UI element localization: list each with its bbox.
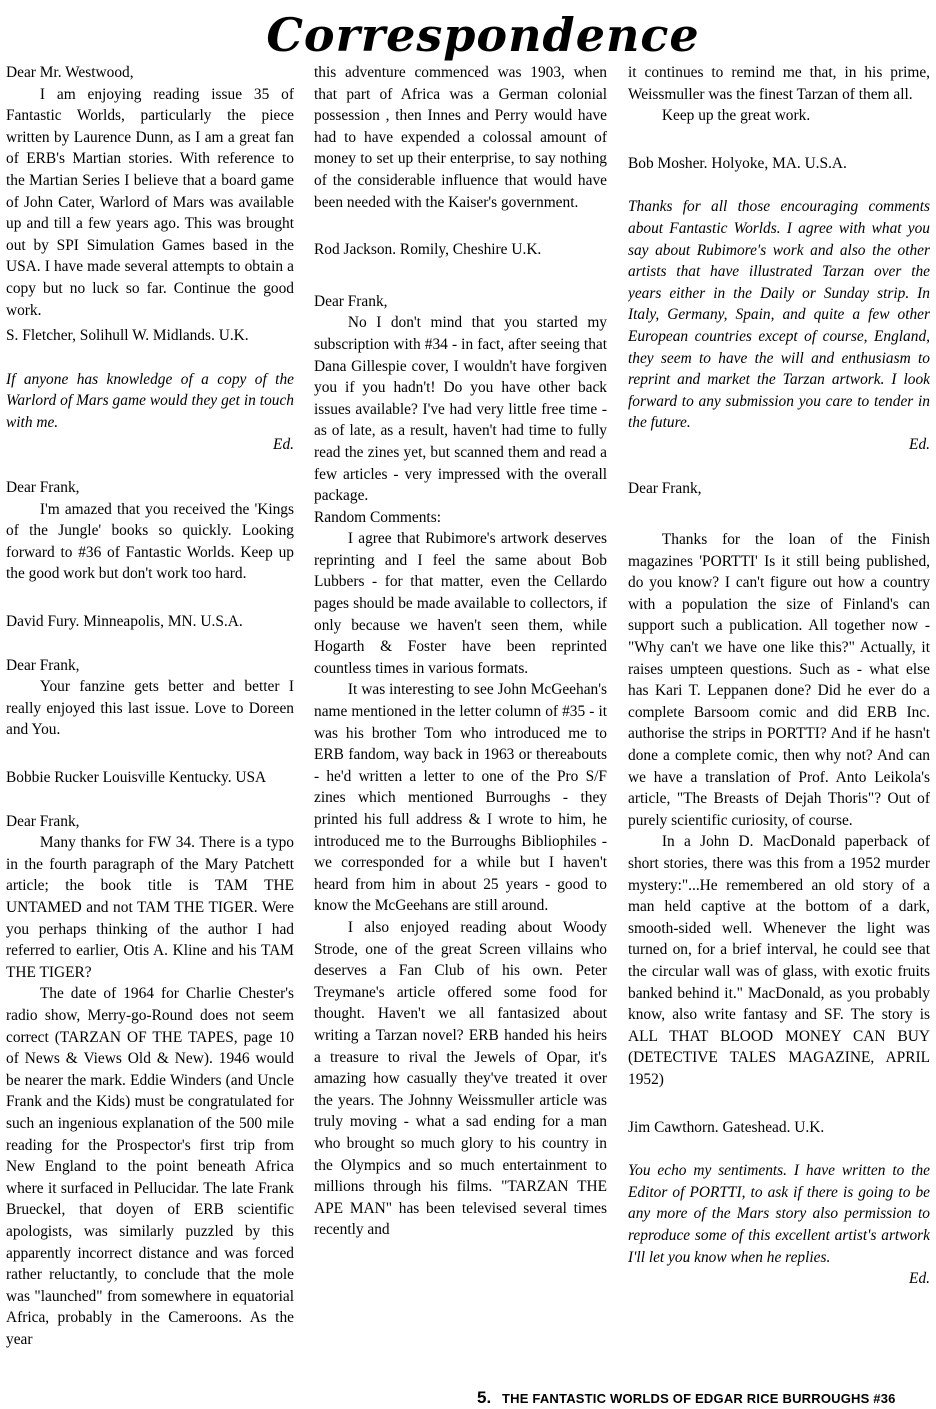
letter-paragraph [314,679,607,917]
text: Thanks for all those encouraging comments about Fantastic Worlds. I agree with what you say about Rubimore's work and also the other artists that have illustrated Tarzan over the years either in the Daily or Sunday strip. In Italy, Germany, Spain, and quite a few other European countries except of course, England, they seem to have the will and enthusiasm to reprint and market the Tarzan artwork. I look forward to any submission you care to tender in the future. [628,198,930,432]
text: Thanks for the loan of the Finish magazines 'PORTTI' Is it still being published, do you know? I can't figure out how a country with a population the size of Finland's can support such a publication. All together now - "Why can't we have one like this?" Actually, it raises umpteen questions. Such as - what else has Kari T. Leppanen done? Did he ever do a complete Barsoom comic and did ERB Inc. authorise the strips in PORTTI? And if he hasn't done a complete comic, then why not? And can we have a translation of Prof. Anto Leikola's article, "The Breasts of Dejah Thoris"? Out of purely scientific curiosity, of course. [628,531,930,829]
letter-paragraph [6,499,294,585]
text: I'm amazed that you received the 'Kings of the Jungle' books so quickly. Looking forward to #36 of Fantastic Worlds. Keep up the good work but don't work too hard. [6,500,294,583]
spacer [628,1091,930,1113]
text: Many thanks for FW 34. There is a typo in the fourth paragraph of the Mary Patchett article; the book title is TAM THE UNTAMED and not TAM THE TIGER. Were you perhaps thinking of the author I had referred to earlier, Otis A. Kline and his TAM THE TIGER? [6,834,294,981]
text: I also enjoyed reading about Woody Strode, one of the great Screen villains who deserves a Fan Club of his own. Peter Treymane's article offered some food for thought. Haven't we all fantasized about writing a Tarzan novel? ERB handed his heirs a treasure to rival the Jewels of Opar, it's amazing how casually they've treated it over the years. The Johnny Weissmuller article was truly moving - what a sad ending for a man who brought so much glory to his country in the Olympics and so much entertainment to millions through his films. "TARZAN THE APE MAN" has been televised several times recently and [314,918,607,1239]
editor-signature: Ed. [909,1270,930,1288]
letter-salutation [314,291,607,313]
page-number: 5. [477,1388,492,1407]
spacer [628,1138,930,1160]
text: David Fury. Minneapolis, MN. U.S.A. [6,613,243,631]
text: If anyone has knowledge of a copy of the Warlord of Mars game would they get in touch with me. [6,370,294,431]
letter-paragraph [628,831,930,1090]
letter-signature [6,325,294,347]
spacer [6,633,294,655]
letter-signature [6,611,294,633]
spacer [6,347,294,369]
letter-paragraph [6,983,294,1350]
text: The date of 1964 for Charlie Chester's radio show, Merry-go-Round does not seem correct (TARZAN OF THE TAPES, page 10 of News & Views Old & New). 1946 would be nearer the mark. Eddie Winders (and Uncle Frank and the Kids) must be congratulated for such an ingenious explanation of the 500 mile reading for the Prospector's first trip from New England to the point beneath Africa where it surfaced in Pellucidar. The late Frank Brueckel, that doyen of ERB scientific apologists, was similarly puzzled by this apparently incorrect distance and was forced rather reluctantly, to conclude that the mole was "launched" from somewhere in equatorial Africa, probably in the Cameroons. As the year [6,985,294,1348]
editor-reply [6,369,294,455]
spacer [628,499,930,529]
spacer [628,127,930,149]
text: It was interesting to see John McGeehan's name mentioned in the letter column of #35 - it was his brother Tom who introduced me to ERB fandom, way back in 1963 or thereabouts - he'd written a letter to one of the Pro S/F zines which mentioned Burroughs - they printed his full address & I wrote to him, he introduced me to the Burroughs Bibliophiles - we corresponded for a while but I haven't heard from him in about 25 years - good to know the McGeehans are still around. [314,681,607,915]
masthead [0,8,936,62]
text: Dear Frank, [628,479,702,497]
text: it continues to remind me that, in his prime, Weissmuller was the finest Tarzan of them all. [628,64,930,103]
publication-title: THE FANTASTIC WORLDS OF EDGAR RICE BURROUGHS #36 [502,1391,896,1406]
text: I am enjoying reading issue 35 of Fantastic Worlds, particularly the piece written by Laurence Dunn, as I am a great fan of ERB's Martian stories. With reference to the Martian Series I believe that a board game of John Cater, Warlord of Mars was available up and till a few years ago. This was brought out by SPI Simulation Games based in the USA. I have made several attempts to obtain a copy but no luck so far. Continue the good work. [6,85,294,319]
editor-reply [628,1160,930,1290]
spacer [314,261,607,291]
page-footer [0,1388,936,1408]
letter-salutation [6,477,294,499]
letter-paragraph [314,62,607,213]
column-middle [314,62,607,1397]
letter-paragraph [628,105,930,127]
text: No I don't mind that you started my subscription with #34 - in fact, after seeing that Dana Gillespie cover, I wouldn't have forgiven you if you hadn't! Do you have other back issues available? I've had very little free time - as of late, as a result, haven't had time to fully read the zines yet, but scanned them and read a few articles - very impressed with the overall package. [314,314,607,505]
letter-paragraph [6,676,294,741]
text: Dear Frank, [6,479,80,497]
text: Dear Mr. Westwood, [6,64,134,81]
text: this adventure commenced was 1903, when that part of Africa was a German colonial possession , then Innes and Perry would have had to have expended a colossal amount of money to set up their enterprise, to say nothing of the considerable influence that would have been needed with the Kaiser's government. [314,64,607,211]
letter-paragraph [6,832,294,983]
text: Bob Mosher. Holyoke, MA. U.S.A. [628,154,847,172]
spacer [6,789,294,811]
text: Bobbie Rucker Louisville Kentucky. USA [6,769,267,787]
text: Random Comments: [314,508,441,526]
text: Rod Jackson. Romily, Cheshire U.K. [314,241,542,259]
letter-paragraph [314,917,607,1241]
letter-signature [628,1117,930,1139]
editor-signature: Ed. [909,435,930,453]
spacer [628,456,930,478]
text: Keep up the great work. [661,107,811,125]
column-right [628,62,930,1397]
letter-paragraph [314,312,607,506]
letter-salutation [6,62,294,84]
spacer [6,741,294,763]
spacer [314,213,607,235]
letter-signature [6,767,294,789]
letter-paragraph [314,507,607,529]
column-left [6,62,294,1397]
text: Dear Frank, [6,812,80,830]
spacer [628,174,930,196]
letter-salutation [6,811,294,833]
text: You echo my sentiments. I have written to the Editor of PORTTI, to ask if there is going to be any more of the Mars story also permission to reproduce some of this excellent artist's artwork I'll let you know when he replies. [628,1162,930,1266]
text: Jim Cawthorn. Gateshead. U.K. [628,1118,825,1136]
spacer [6,585,294,607]
text: In a John D. MacDonald paperback of short stories, there was this from a 1952 murder mystery:"...He remembered an old story of a man held captive at the bottom of a dark, smooth-sided well. Whenever the light was turned on, for a brief interval, he could see that the circular wall was of glass, with exotic fruits banked behind it." MacDonald, as you probably know, also write fantasy and SF. The story is ALL THAT BLOOD MONEY CAN BUY (DETECTIVE TALES MAGAZINE, APRIL 1952) [628,833,930,1088]
text: S. Fletcher, Solihull W. Midlands. U.K. [6,327,249,345]
letter-signature [628,153,930,175]
text: Dear Frank, [314,292,388,310]
text: I agree that Rubimore's artwork deserves reprinting and I feel the same about Bob Lubbers - for that matter, even the Cellardo pages should be made available to collectors, if only because we haven't seen them, while Hogarth & Foster have been reprinted countless times in various formats. [314,530,607,677]
letter-paragraph [628,529,930,831]
letter-salutation [628,478,930,500]
letter-salutation [6,655,294,677]
editor-signature: Ed. [273,435,294,453]
page-title: Correspondence [266,8,700,62]
letter-paragraph [628,62,930,105]
editor-reply [628,196,930,455]
letter-paragraph [314,528,607,679]
spacer [6,455,294,477]
letter-signature [314,239,607,261]
letter-paragraph [6,84,294,322]
text: Dear Frank, [6,656,80,674]
text: Your fanzine gets better and better I really enjoyed this last issue. Love to Doreen and You. [6,678,294,739]
